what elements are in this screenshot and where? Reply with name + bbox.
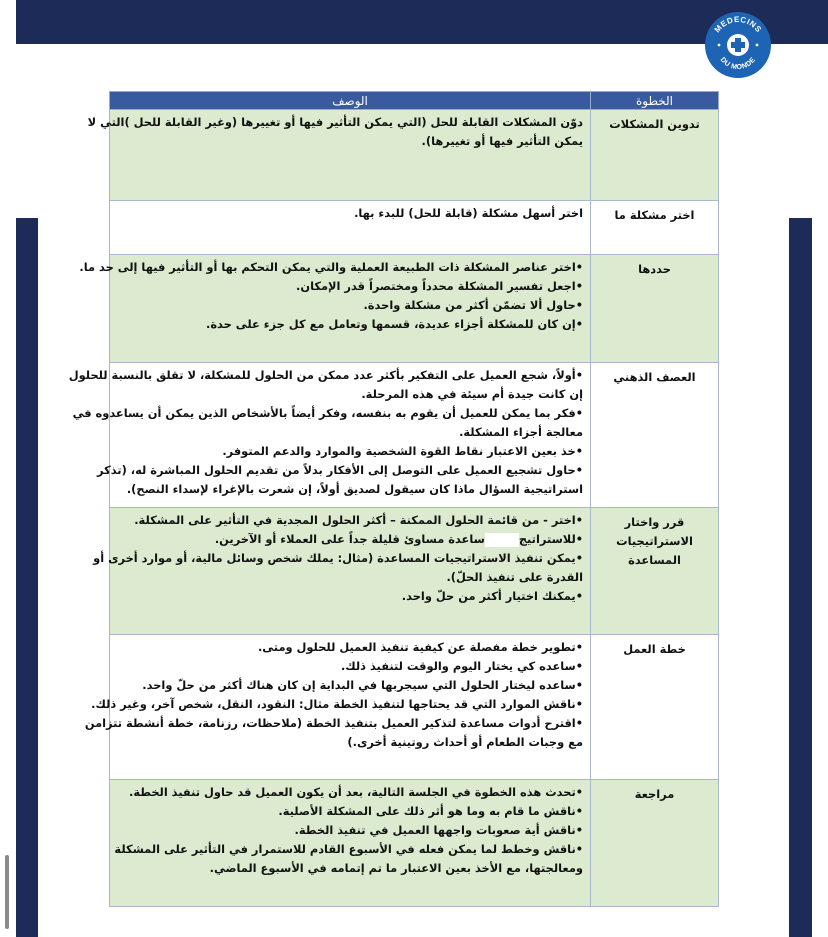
description-cell bbox=[110, 201, 591, 255]
table-row bbox=[110, 635, 719, 780]
description-line: ومعالجتها، مع الأخذ بعين الاعتبار ما تم إتمامه في الأسبوع الماضي. bbox=[209, 861, 583, 875]
table-row bbox=[110, 508, 719, 635]
description-line: •اختر - من قائمة الحلول الممكنة – أكثر الحلول المجدية في التأثير على المشكلة. bbox=[134, 513, 583, 527]
header-step: الخطوة bbox=[591, 92, 719, 110]
description-line: اختر أسهل مشكلة (قابلة للحل) للبدء بها. bbox=[354, 206, 583, 220]
right-border-band bbox=[789, 218, 812, 937]
description-line: •ساعده ليختار الحلول التي سيجربها في البداية إن كان هناك أكثر من حلّ واحد. bbox=[142, 678, 583, 692]
description-line: •ناقش وخطط لما يمكن فعله في الأسبوع القادم للاستمرار في التأثير على المشكلة bbox=[114, 842, 583, 856]
table-row bbox=[110, 255, 719, 363]
description-cell bbox=[84, 635, 591, 780]
medecins-du-monde-logo bbox=[705, 12, 771, 78]
description-cell bbox=[79, 255, 591, 363]
description-line: معالجة أجزاء المشكلة. bbox=[459, 425, 583, 439]
description-cell bbox=[68, 363, 591, 508]
description-line: إن كانت جيدة أم سيئة في هذه المرحلة. bbox=[361, 387, 583, 401]
description-cell bbox=[110, 780, 591, 907]
step-cell: اختر مشكلة ما bbox=[591, 201, 719, 255]
left-border-band bbox=[16, 218, 38, 937]
description-line: •أولاً، شجع العميل على التفكير بأكثر عدد ممكن من الحلول للمشكلة، لا تقلق بالنسبة للحلول bbox=[68, 368, 583, 382]
description-line: •ناقش أية صعوبات واجهها العميل في تنفيذ الخطة. bbox=[294, 823, 583, 837]
description-cell bbox=[93, 508, 591, 635]
scrollbar-thumb[interactable] bbox=[5, 855, 9, 929]
description-line: •يمكن تنفيذ الاستراتيجيات المساعدة (مثال: يملك شخص وسائل مالية، أو موارد أخرى أو bbox=[93, 551, 583, 565]
redaction-mark bbox=[485, 533, 519, 547]
description-line: القدرة على تنفيذ الحلّ). bbox=[446, 570, 583, 584]
step-cell: خطة العمل bbox=[591, 635, 719, 780]
logo-text-bottom: DU MONDE bbox=[718, 56, 758, 72]
description-line: •اختر عناصر المشكلة ذات الطبيعة العملية والتي يمكن التحكم بها أو التأثير فيها إلى حد ما. bbox=[79, 260, 583, 274]
description-line: •إن كان للمشكلة أجزاء عديدة، قسمها وتعامل مع كل جزء على حدة. bbox=[206, 317, 583, 331]
table-row bbox=[110, 363, 719, 508]
description-fragment: •للاستراتيج bbox=[518, 532, 583, 546]
description-line: •تطوير خطة مفصلة عن كيفية تنفيذ العميل للحلول ومتى. bbox=[257, 640, 583, 654]
description-line: •حاول ألا تضمّن أكثر من مشكلة واحدة. bbox=[363, 298, 583, 312]
description-line-redacted bbox=[117, 530, 583, 549]
logo-text-top: MEDECINS bbox=[712, 14, 764, 35]
logo-emblem-icon bbox=[705, 12, 771, 78]
description-line: •تحدث هذه الخطوة في الجلسة التالية، بعد أن يكون العميل قد حاول تنفيذ الخطة. bbox=[129, 785, 583, 799]
description-line: •خذ بعين الاعتبار نقاط القوة الشخصية والموارد والدعم المتوفر. bbox=[222, 444, 583, 458]
table-row bbox=[110, 110, 719, 201]
step-cell: تدوين المشكلات bbox=[591, 110, 719, 201]
table-row bbox=[110, 780, 719, 907]
description-line: •يمكنك اختيار أكثر من حلّ واحد. bbox=[401, 589, 583, 603]
step-cell: مراجعة bbox=[591, 780, 719, 907]
step-cell: قرر واختار الاستراتيجيات المساعدة bbox=[591, 508, 719, 635]
description-line: •ناقش ما قام به وما هو أثر ذلك على المشكلة الأصلية. bbox=[278, 804, 583, 818]
step-cell: العصف الذهني bbox=[591, 363, 719, 508]
description-line: •فكر بما يمكن للعميل أن يقوم به بنفسه، وفكر أيضاً بالأشخاص الذين يمكن أن يساعدوه في bbox=[72, 406, 583, 420]
description-line: •اقترح أدوات مساعدة لتذكير العميل بتنفيذ الخطة (ملاحظات، رزنامة، خطة أنشطة تتزامن bbox=[84, 716, 583, 730]
description-line: •ساعده كي يختار اليوم والوقت لتنفيذ ذلك. bbox=[340, 659, 583, 673]
description-line: •حاول تشجيع العميل على التوصل إلى الأفكار بدلاً من تقديم الحلول المباشرة له، (تذكر bbox=[97, 463, 583, 477]
description-cell bbox=[87, 110, 591, 201]
description-line: •اجعل تفسير المشكلة محدداً ومختصراً قدر الإمكان. bbox=[296, 279, 583, 293]
description-line: •ناقش الموارد التي قد يحتاجها لتنفيذ الخطة مثال: النقود، النقل، شخص آخر، وغير ذلك. bbox=[91, 697, 583, 711]
description-line: دوّن المشكلات القابلة للحل (التي يمكن التأثير فيها أو تغييرها (وغير القابلة للحل )التي لا bbox=[87, 115, 583, 129]
description-line: مع وجبات الطعام أو أحداث روتينية أخرى.) bbox=[347, 735, 583, 749]
table-row bbox=[110, 201, 719, 255]
description-line: يمكن التأثير فيها أو تغييرها). bbox=[421, 134, 583, 148]
description-fragment: ساعدة مساوئ قليلة جداً على العملاء أو الآخرين. bbox=[214, 532, 485, 546]
table-header-row bbox=[110, 92, 719, 110]
problem-solving-steps-table bbox=[68, 91, 719, 907]
header-description: الوصف bbox=[110, 92, 591, 110]
step-cell: حددها bbox=[591, 255, 719, 363]
description-line: استراتيجية السؤال ماذا كان سيقول لصديق أولاً، إن شعرت بالإغراء لإسداء النصح). bbox=[126, 482, 583, 496]
